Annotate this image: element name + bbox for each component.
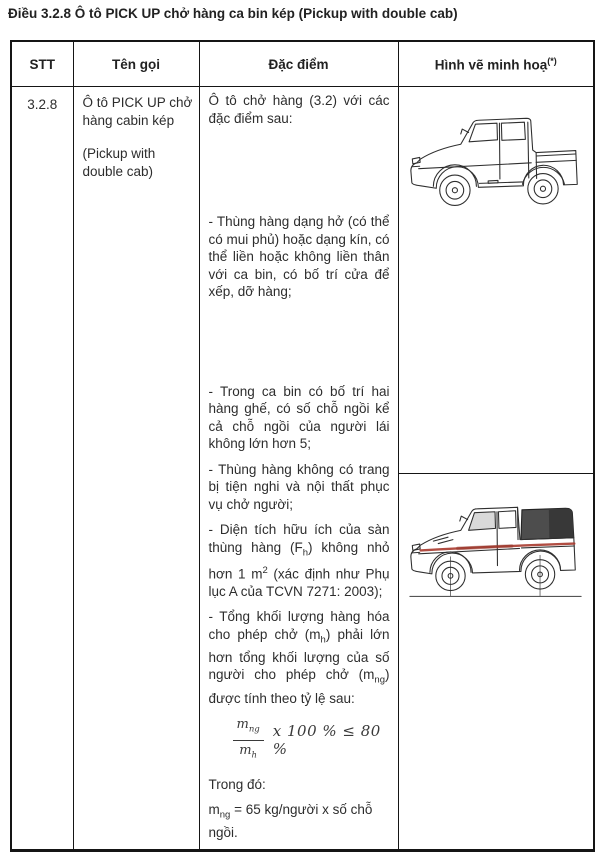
cell-illustration-canopy bbox=[398, 474, 594, 851]
col-header-illustration bbox=[398, 41, 594, 87]
illustration-footnote-marker: (*) bbox=[547, 55, 557, 66]
formula-numerator: $m_{ng}$ bbox=[233, 716, 264, 741]
col-header-name: Tên gọi bbox=[73, 41, 199, 87]
formula-rhs: x 100 % ≤ 80 % bbox=[272, 722, 381, 758]
characteristic-item-seats: - Trong ca bin có bố trí hai hàng ghế, có số chỗ ngồi kể cả chỗ ngồi của người lái không lớn hơn 5; bbox=[208, 383, 390, 451]
characteristic-item-no-amenities: - Thùng hàng không có trang bị tiện nghi và nội thất phục vụ chở người; bbox=[208, 461, 390, 512]
vehicle-spec-table bbox=[10, 40, 595, 852]
pickup-double-cab-canopy-illustration bbox=[404, 485, 588, 607]
characteristic-item-mass-ratio: - Tổng khối lượng hàng hóa cho phép chở $(m_h)$ phải lớn hơn tổng khối lượng của số người cho phép chở $(m_{ng})$ được tính theo tỷ lệ sau: bbox=[208, 609, 390, 706]
cell-characteristics bbox=[199, 87, 398, 851]
col-header-illustration-label: Hình vẽ minh hoạ bbox=[434, 57, 548, 73]
formula-denominator: $m_h$ bbox=[239, 743, 258, 761]
characteristic-item-floor-area: - Diện tích hữu ích của sàn thùng hàng $(F_h)$ không nhỏ hơn 1 $m^2$ (xác định như Phụ lục A của TCVN 7271: 2003); bbox=[208, 522, 390, 599]
characteristics-intro: Ô tô chở hàng (3.2) với các đặc điểm sau: bbox=[208, 93, 390, 126]
formula-fraction bbox=[233, 716, 264, 765]
stt-value: 3.2.8 bbox=[27, 97, 58, 112]
vehicle-name-en: (Pickup with double cab) bbox=[82, 146, 156, 179]
where-label: Trong đó: bbox=[208, 777, 266, 793]
cell-vehicle-name bbox=[73, 87, 199, 851]
vehicle-name-vi: Ô tô PICK UP chở hàng cabin kép bbox=[82, 95, 193, 128]
characteristic-item-cargo-box: - Thùng hàng dạng hở (có thể có mui phủ) hoặc dạng kín, có thể liền hoặc không liền thân với ca bin, có bố trí cửa để xếp, dỡ hàng; bbox=[208, 214, 390, 299]
col-header-characteristics: Đặc điểm bbox=[199, 41, 398, 87]
page-title: Điều 3.2.8 Ô tô PICK UP chở hàng ca bin kép (Pickup with double cab) bbox=[8, 6, 458, 21]
header-row bbox=[11, 41, 594, 87]
table-row bbox=[11, 87, 594, 474]
cell-illustration-open-bed bbox=[398, 87, 594, 474]
col-header-stt: STT bbox=[11, 41, 73, 87]
mass-ratio-formula bbox=[233, 716, 390, 765]
pickup-double-cab-open-bed-illustration bbox=[404, 96, 588, 214]
where-definition: $m_{ng} = 65$ kg/người x số chỗ ngồi. bbox=[208, 801, 373, 840]
cell-stt bbox=[11, 87, 73, 851]
